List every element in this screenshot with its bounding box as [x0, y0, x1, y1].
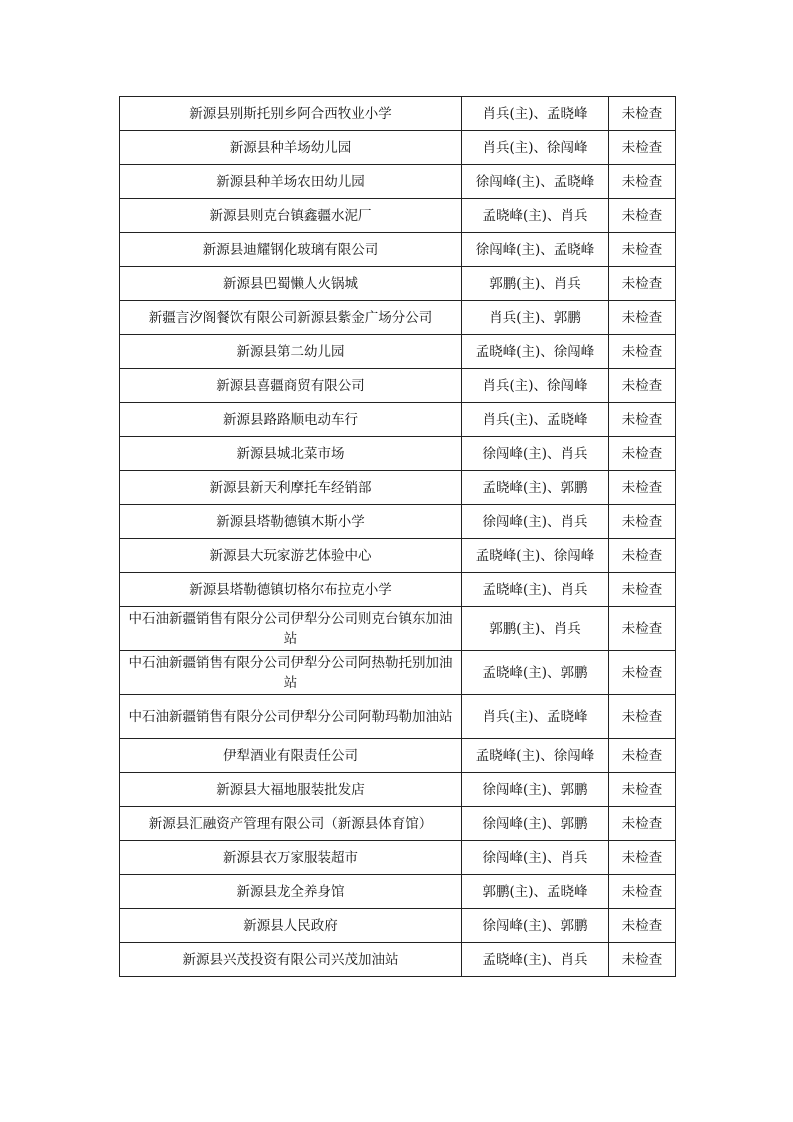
- unit-name-cell: 新源县衣万家服装超市: [120, 841, 462, 875]
- inspectors-cell: 徐闯峰(主)、郭鹏: [462, 807, 609, 841]
- table-row: [120, 773, 676, 807]
- table-row: [120, 651, 676, 695]
- table-row: [120, 505, 676, 539]
- inspectors-cell: 肖兵(主)、徐闯峰: [462, 369, 609, 403]
- status-cell: 未检查: [609, 841, 676, 875]
- inspectors-cell: 孟晓峰(主)、肖兵: [462, 573, 609, 607]
- status-cell: 未检查: [609, 807, 676, 841]
- unit-name-cell: 新源县大玩家游艺体验中心: [120, 539, 462, 573]
- inspectors-cell: 徐闯峰(主)、孟晓峰: [462, 233, 609, 267]
- status-cell: 未检查: [609, 651, 676, 695]
- inspectors-cell: 孟晓峰(主)、郭鹏: [462, 651, 609, 695]
- inspectors-cell: 肖兵(主)、郭鹏: [462, 301, 609, 335]
- unit-name-cell: 新源县人民政府: [120, 909, 462, 943]
- unit-name-cell: 中石油新疆销售有限分公司伊犁分公司阿热勒托别加油站: [120, 651, 462, 695]
- table-row: [120, 437, 676, 471]
- unit-name-cell: 新源县龙全养身馆: [120, 875, 462, 909]
- table-row: [120, 875, 676, 909]
- unit-name-cell: 新源县塔勒德镇木斯小学: [120, 505, 462, 539]
- unit-name-cell: 新源县新天利摩托车经销部: [120, 471, 462, 505]
- inspectors-cell: 徐闯峰(主)、肖兵: [462, 841, 609, 875]
- status-cell: 未检查: [609, 335, 676, 369]
- table-row: [120, 403, 676, 437]
- inspectors-cell: 郭鹏(主)、孟晓峰: [462, 875, 609, 909]
- unit-name-cell: 新源县大福地服装批发店: [120, 773, 462, 807]
- table-row: [120, 573, 676, 607]
- unit-name-cell: 新源县迪耀钢化玻璃有限公司: [120, 233, 462, 267]
- table-row: [120, 695, 676, 739]
- status-cell: 未检查: [609, 369, 676, 403]
- inspectors-cell: 孟晓峰(主)、徐闯峰: [462, 539, 609, 573]
- inspectors-cell: 徐闯峰(主)、郭鹏: [462, 909, 609, 943]
- unit-name-cell: 新源县塔勒德镇切格尔布拉克小学: [120, 573, 462, 607]
- unit-name-cell: 伊犁酒业有限责任公司: [120, 739, 462, 773]
- unit-name-cell: 新源县种羊场幼儿园: [120, 131, 462, 165]
- unit-name-cell: 新源县路路顺电动车行: [120, 403, 462, 437]
- table-row: [120, 131, 676, 165]
- inspectors-cell: 肖兵(主)、徐闯峰: [462, 131, 609, 165]
- unit-name-cell: 新源县喜疆商贸有限公司: [120, 369, 462, 403]
- table-row: [120, 841, 676, 875]
- table-row: [120, 943, 676, 977]
- status-cell: 未检查: [609, 909, 676, 943]
- status-cell: 未检查: [609, 607, 676, 651]
- inspectors-cell: 徐闯峰(主)、郭鹏: [462, 773, 609, 807]
- inspectors-cell: 徐闯峰(主)、肖兵: [462, 505, 609, 539]
- inspectors-cell: 徐闯峰(主)、孟晓峰: [462, 165, 609, 199]
- unit-name-cell: 新源县则克台镇鑫疆水泥厂: [120, 199, 462, 233]
- inspection-table-body: [120, 97, 676, 977]
- status-cell: 未检查: [609, 233, 676, 267]
- table-row: [120, 369, 676, 403]
- inspectors-cell: 肖兵(主)、孟晓峰: [462, 695, 609, 739]
- status-cell: 未检查: [609, 573, 676, 607]
- inspectors-cell: 孟晓峰(主)、徐闯峰: [462, 739, 609, 773]
- table-row: [120, 97, 676, 131]
- status-cell: 未检查: [609, 199, 676, 233]
- unit-name-cell: 新源县巴蜀懒人火锅城: [120, 267, 462, 301]
- inspectors-cell: 孟晓峰(主)、肖兵: [462, 199, 609, 233]
- unit-name-cell: 中石油新疆销售有限分公司伊犁分公司则克台镇东加油站: [120, 607, 462, 651]
- unit-name-cell: 新疆言汐阁餐饮有限公司新源县紫金广场分公司: [120, 301, 462, 335]
- status-cell: 未检查: [609, 131, 676, 165]
- unit-name-cell: 新源县别斯托别乡阿合西牧业小学: [120, 97, 462, 131]
- inspectors-cell: 孟晓峰(主)、肖兵: [462, 943, 609, 977]
- inspectors-cell: 徐闯峰(主)、肖兵: [462, 437, 609, 471]
- table-row: [120, 165, 676, 199]
- inspectors-cell: 郭鹏(主)、肖兵: [462, 267, 609, 301]
- status-cell: 未检查: [609, 875, 676, 909]
- unit-name-cell: 新源县兴茂投资有限公司兴茂加油站: [120, 943, 462, 977]
- status-cell: 未检查: [609, 943, 676, 977]
- status-cell: 未检查: [609, 505, 676, 539]
- unit-name-cell: 新源县种羊场农田幼儿园: [120, 165, 462, 199]
- inspectors-cell: 孟晓峰(主)、郭鹏: [462, 471, 609, 505]
- status-cell: 未检查: [609, 403, 676, 437]
- table-row: [120, 909, 676, 943]
- status-cell: 未检查: [609, 267, 676, 301]
- unit-name-cell: 中石油新疆销售有限分公司伊犁分公司阿勒玛勒加油站: [120, 695, 462, 739]
- table-row: [120, 335, 676, 369]
- table-row: [120, 301, 676, 335]
- status-cell: 未检查: [609, 539, 676, 573]
- table-row: [120, 607, 676, 651]
- unit-name-cell: 新源县城北菜市场: [120, 437, 462, 471]
- table-row: [120, 539, 676, 573]
- status-cell: 未检查: [609, 437, 676, 471]
- inspectors-cell: 孟晓峰(主)、徐闯峰: [462, 335, 609, 369]
- table-row: [120, 807, 676, 841]
- status-cell: 未检查: [609, 97, 676, 131]
- inspection-table: [119, 96, 676, 977]
- status-cell: 未检查: [609, 695, 676, 739]
- status-cell: 未检查: [609, 739, 676, 773]
- inspectors-cell: 肖兵(主)、孟晓峰: [462, 97, 609, 131]
- table-row: [120, 267, 676, 301]
- status-cell: 未检查: [609, 301, 676, 335]
- table-row: [120, 233, 676, 267]
- table-row: [120, 471, 676, 505]
- status-cell: 未检查: [609, 773, 676, 807]
- inspectors-cell: 肖兵(主)、孟晓峰: [462, 403, 609, 437]
- inspectors-cell: 郭鹏(主)、肖兵: [462, 607, 609, 651]
- table-row: [120, 739, 676, 773]
- unit-name-cell: 新源县第二幼儿园: [120, 335, 462, 369]
- status-cell: 未检查: [609, 471, 676, 505]
- status-cell: 未检查: [609, 165, 676, 199]
- table-row: [120, 199, 676, 233]
- unit-name-cell: 新源县汇融资产管理有限公司（新源县体育馆）: [120, 807, 462, 841]
